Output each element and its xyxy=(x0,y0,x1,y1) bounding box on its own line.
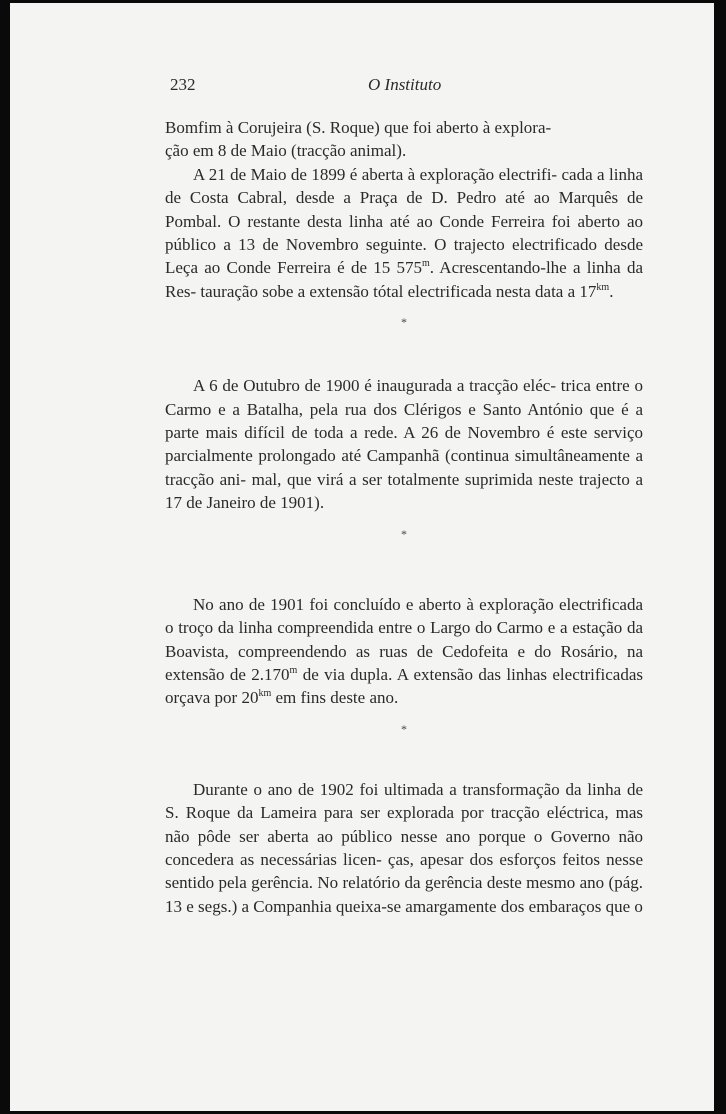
paragraph-continued xyxy=(165,116,643,163)
text-run: de via dupla. A extensão das linhas electrificadas orçava por 20 xyxy=(165,664,643,708)
text-line: Bomfim à Corujeira (S. Roque) que foi aberto à explora- xyxy=(165,118,552,137)
superscript-unit: km xyxy=(258,688,272,700)
text-run: . xyxy=(609,281,614,301)
section-separator: * xyxy=(401,721,407,736)
running-title: O Instituto xyxy=(368,75,442,94)
superscript-unit: m xyxy=(289,664,298,676)
paragraph: Durante o ano de 1902 foi ultimada a transformação da linha de S. Roque da Lameira para ser explorada por tracção eléctrica, mas não pôde ser aberta ao público nesse ano porque o Governo não concedera as necessárias licen- ças, apesar dos esforços feitos nesse sentido pela gerência. No relatório da gerência deste mesmo ano (pág. 13 e segs.) a Companhia queixa-se amargamente dos embaraços que o xyxy=(165,779,643,916)
paragraph xyxy=(165,163,643,303)
body-text xyxy=(165,116,643,918)
section-separator: * xyxy=(401,526,407,541)
text-run: em fins deste ano. xyxy=(271,688,399,708)
superscript-unit: m xyxy=(421,258,430,270)
text-run: No ano de 1901 foi concluído e aberto à exploração electrificada o troço da linha compreendida entre o Largo do Carmo e a estação da Boavista, compreendendo as ruas de Cedofeita e do Rosário, na extensão de 2.170 xyxy=(165,594,643,684)
paragraph: A 6 de Outubro de 1900 é inaugurada a tracção eléc- trica entre o Carmo e a Batalha, pela rua dos Clérigos e Santo António que é a parte mais difícil de toda a rede. A 26 de Novembro é este serviço parcialmente prolongado até Campanhã (continua simultâneamente a tracção ani- mal, que virá a ser totalmente suprimida neste trajecto a 17 de Janeiro de 1901). xyxy=(165,376,643,513)
text-run: A 21 de Maio de 1899 é aberta à exploração electrifi- cada a linha de Costa Cabral, desde a Praça de D. Pedro até ao Marquês de Pombal. O restante desta linha até ao Conde Ferreira foi aberto ao público a 13 de Novembro seguinte. O trajecto electrificado desde Leça ao Conde Ferreira é de 15 575 xyxy=(165,164,643,278)
section-separator: * xyxy=(401,315,407,330)
page-number: 232 xyxy=(170,75,196,94)
text-line: ção em 8 de Maio (tracção animal). xyxy=(165,141,407,161)
paragraph xyxy=(165,593,643,710)
superscript-unit: km xyxy=(596,281,610,293)
text-run: . Acrescentando-lhe a linha da Res- tauração sobe a extensão tótal electrificada nesta data a 17 xyxy=(165,258,644,301)
book-page xyxy=(10,3,714,1111)
page-header xyxy=(168,75,588,99)
